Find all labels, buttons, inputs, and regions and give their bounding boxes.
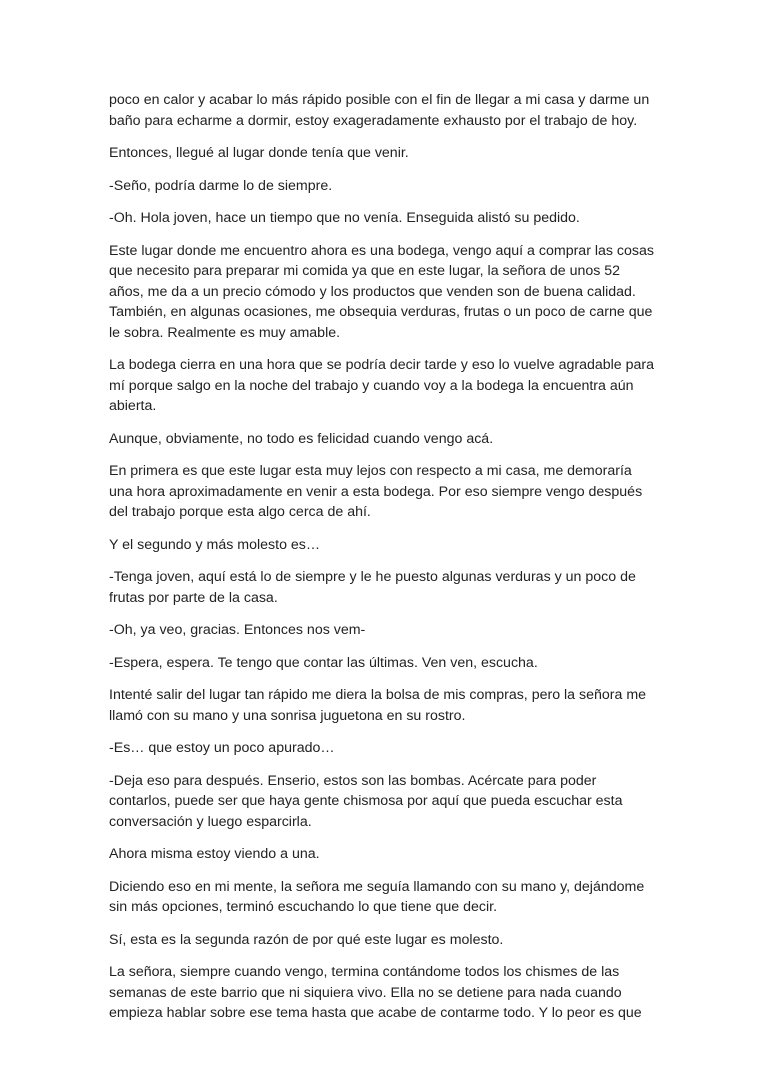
paragraph-15: -Deja eso para después. Enserio, estos son las bombas. Acércate para poder contarlos, puede ser que haya gente chismosa por aquí que pueda escuchar esta conversación y luego esparcirla.	[109, 772, 623, 830]
paragraph-13: Intenté salir del lugar tan rápido me diera la bolsa de mis compras, pero la señora me llamó con su mano y una sonrisa juguetona en su rostro.	[109, 687, 647, 724]
paragraph-9: Y el segundo y más molesto es…	[109, 536, 321, 553]
paragraph-17: Diciendo eso en mi mente, la señora me seguía llamando con su mano y, dejándome sin más opciones, terminó escuchando lo que tiene que decir.	[109, 878, 645, 915]
paragraph-16: Ahora misma estoy viendo a una.	[109, 846, 320, 862]
paragraph-10: -Tenga joven, aquí está lo de siempre y le he puesto algunas verduras y un poco de frutas por parte de la casa.	[109, 569, 636, 606]
paragraph-5: Este lugar donde me encuentro ahora es una bodega, vengo aquí a comprar las cosas que necesito para preparar mi comida ya que en este lugar, la señora de unos 52 años, me da a un precio cómodo y los productos que venden son de buena calidad. También, en algunas ocasiones, me obsequia verduras, frutas o un poco de carne que le sobra. Realmente es muy amable.	[109, 242, 654, 341]
paragraph-11: -Oh, ya veo, gracias. Entonces nos vem-	[109, 622, 366, 638]
paragraph-1: poco en calor y acabar lo más rápido posible con el fin de llegar a mi casa y darme un baño para echarme a dormir, estoy exageradamente exhausto por el trabajo de hoy.	[109, 92, 650, 129]
paragraph-19: La señora, siempre cuando vengo, termina contándome todos los chismes de las semanas de este barrio que ni siquiera vivo. Ella no se detiene para nada cuando empieza hablar sobre ese tema hasta que acabe de contarme todo. Y lo peor es que	[109, 964, 642, 1021]
document-body	[109, 90, 657, 1036]
paragraph-14: -Es… que estoy un poco apurado…	[109, 740, 335, 756]
paragraph-6: La bodega cierra en una hora que se podría decir tarde y eso lo vuelve agradable para mí porque salgo en la noche del trabajo y cuando voy a la bodega la encuentra aún abierta.	[109, 357, 655, 414]
paragraph-7: Aunque, obviamente, no todo es felicidad cuando vengo acá.	[109, 430, 494, 447]
paragraph-12: -Espera, espera. Te tengo que contar las últimas. Ven ven, escucha.	[109, 654, 538, 671]
paragraph-18: Sí, esta es la segunda razón de por qué este lugar es molesto.	[109, 931, 504, 948]
paragraph-4: -Oh. Hola joven, hace un tiempo que no venía. Enseguida alistó su pedido.	[109, 210, 580, 226]
paragraph-8: En primera es que este lugar esta muy lejos con respecto a mi casa, me demoraría una hora aproximadamente en venir a esta bodega. Por eso siempre vengo después del trabajo porque esta algo cerca de ahí.	[109, 463, 643, 520]
paragraph-3: -Seño, podría darme lo de siempre.	[109, 177, 333, 194]
paragraph-2: Entonces, llegué al lugar donde tenía que venir.	[109, 145, 409, 161]
